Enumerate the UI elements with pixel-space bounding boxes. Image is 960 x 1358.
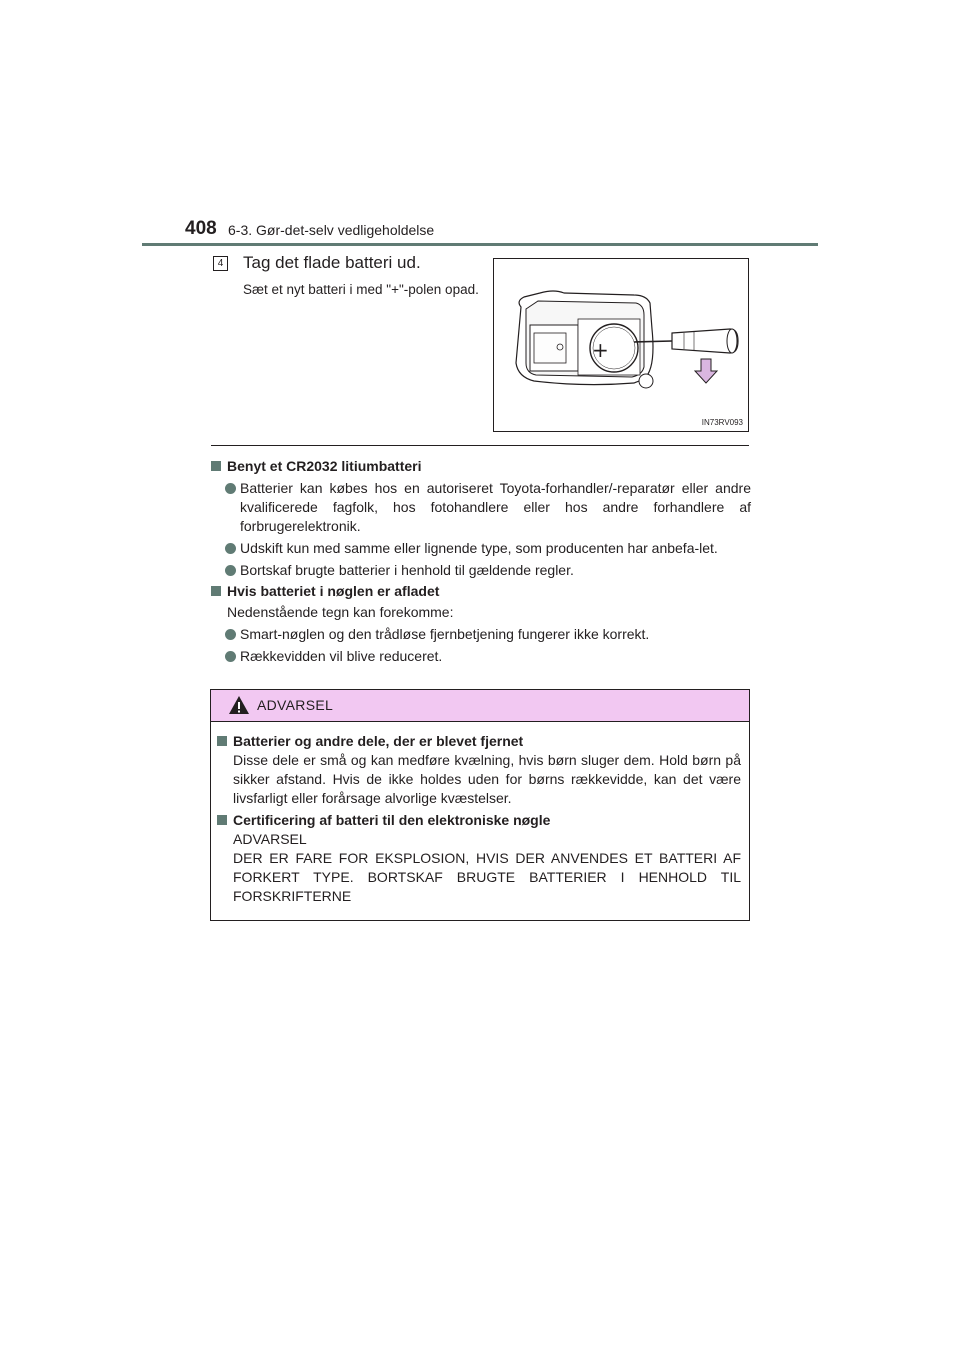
- handle-end: [727, 329, 737, 353]
- round-bullet-icon: [225, 483, 236, 494]
- list-item: [211, 625, 751, 644]
- section-title: 6-3. Gør-det-selv vedligeholdelse: [228, 222, 435, 238]
- list-item: [211, 561, 751, 580]
- section-heading-text: Hvis batteriet i nøglen er afladet: [227, 583, 440, 599]
- warning-item-heading: [217, 811, 741, 830]
- warning-content: [217, 731, 741, 909]
- square-bullet-icon: [217, 815, 227, 825]
- step-number-badge: 4: [213, 256, 228, 271]
- warning-item-text: Disse dele er små og kan medføre kvælning, hvis børn sluger dem. Hold børn på sikker afstand. Hvis de ikke holdes uden for børns rækkevidde, kan det være livsfarligt eller forårsage alvorlige kvæstelser.: [233, 752, 741, 806]
- list-item: [211, 647, 751, 666]
- list-item-text: Smart-nøglen og den trådløse fjernbetjening fungerer ikke korrekt.: [240, 626, 650, 642]
- down-arrow-icon: [695, 359, 717, 383]
- round-bullet-icon: [225, 565, 236, 576]
- section-divider: [211, 445, 749, 446]
- step-title: Tag det flade batteri ud.: [243, 253, 421, 272]
- warning-item-heading-text: Certificering af batteri til den elektroniske nøgle: [233, 812, 551, 828]
- round-bullet-icon: [225, 629, 236, 640]
- round-bullet-icon: [225, 543, 236, 554]
- key-ring-knob: [639, 374, 653, 388]
- page-number: 408: [185, 218, 217, 239]
- figure-code: IN73RV093: [701, 418, 743, 427]
- list-item-text: Udskift kun med samme eller lignende type, som producenten har anbefa-let.: [240, 540, 718, 556]
- warning-item-heading: [217, 732, 741, 751]
- circuit-chip: [534, 333, 566, 363]
- warning-triangle-icon: [228, 695, 250, 715]
- header-rule: [142, 243, 818, 246]
- list-item-text: Rækkevidden vil blive reduceret.: [240, 648, 443, 664]
- warning-header: [211, 690, 749, 722]
- section-heading: [211, 582, 751, 601]
- step-description: Sæt et nyt batteri i med "+"-polen opad.: [243, 282, 479, 297]
- warning-caps-line: ADVARSEL: [233, 831, 307, 847]
- list-item: [211, 479, 751, 536]
- section-heading: [211, 457, 751, 476]
- round-bullet-icon: [225, 651, 236, 662]
- square-bullet-icon: [211, 461, 221, 471]
- section-heading-text: Benyt et CR2032 litiumbatteri: [227, 458, 422, 474]
- battery-plus-sign: +: [592, 338, 609, 362]
- section-intro: Nedenstående tegn kan forekomme:: [227, 604, 454, 620]
- list-item-text: Batterier kan købes hos en autoriseret Toyota-forhandler/-reparatør eller andre kvalificerede fagfolk, hos fotohandlere eller hos andre forhandlere af forbrugerelektronik.: [240, 480, 751, 534]
- list-item: [211, 539, 751, 558]
- square-bullet-icon: [217, 736, 227, 746]
- list-item-text: Bortskaf brugte batterier i henhold til gældende regler.: [240, 562, 574, 578]
- square-bullet-icon: [211, 586, 221, 596]
- warning-box: [210, 689, 750, 921]
- warning-caps-line: DER ER FARE FOR EKSPLOSION, HVIS DER ANVENDES ET BATTERI AF FORKERT TYPE. BORTSKAF BRUGTE BATTERIER I HENHOLD TIL FORSKRIFTERNE: [233, 850, 741, 904]
- content-body: [211, 455, 751, 666]
- screwdriver-shaft: [634, 341, 672, 342]
- battery-illustration: [493, 258, 749, 432]
- warning-title: ADVARSEL: [257, 697, 334, 713]
- warning-item-text: [217, 830, 741, 906]
- warning-item-heading-text: Batterier og andre dele, der er blevet fjernet: [233, 733, 524, 749]
- key-battery-removal-drawing: [494, 259, 748, 431]
